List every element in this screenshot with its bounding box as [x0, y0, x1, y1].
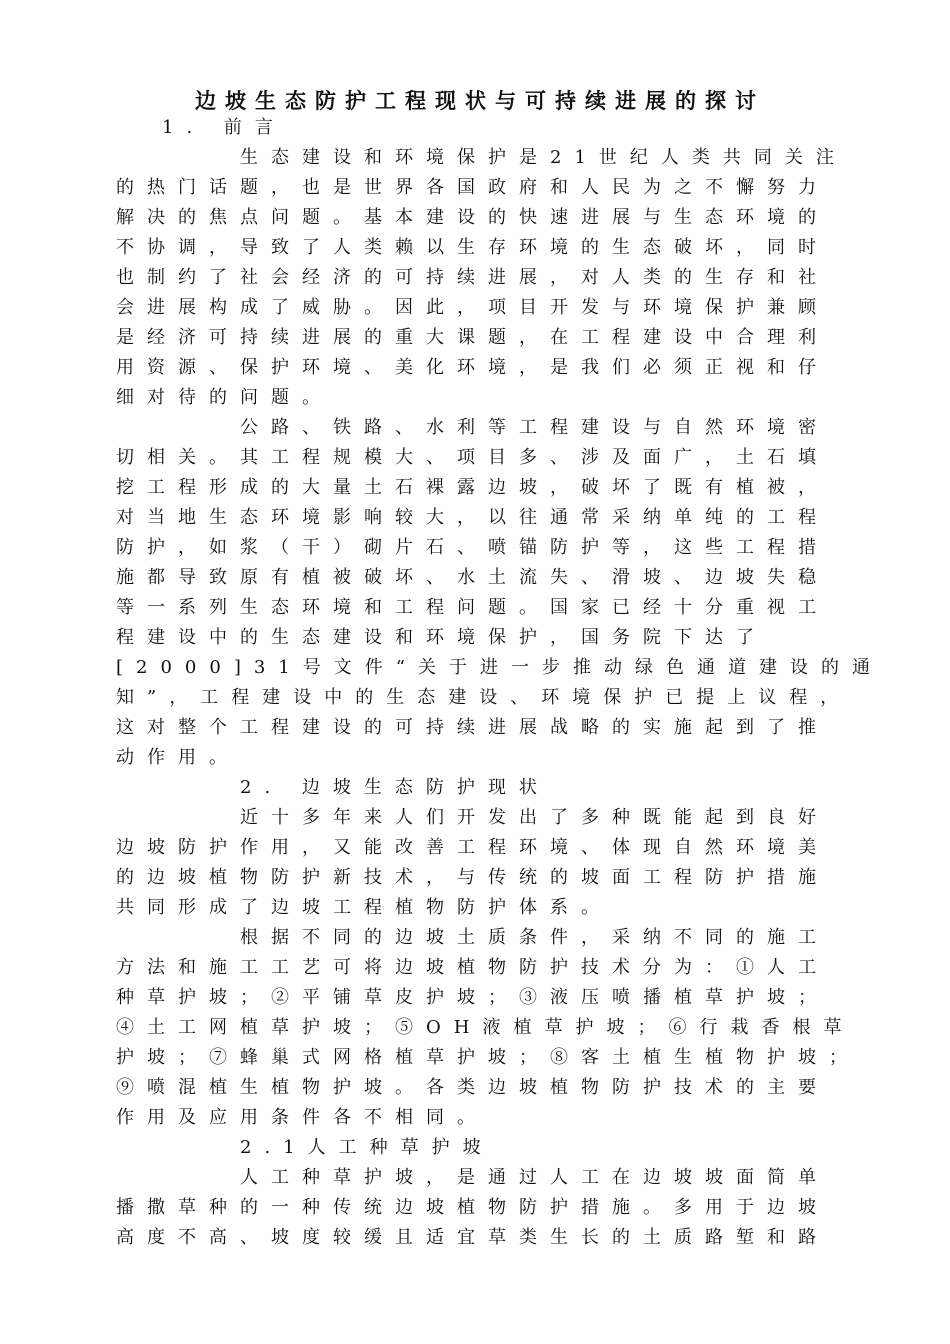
paragraph-line: 的热门话题，也是世界各国政府和人民为之不懈努力 [116, 177, 829, 198]
paragraph-line: 用资源、保护环境、美化环境，是我们必须正视和仔 [116, 357, 829, 378]
section-heading: 2.1人工种草护坡 [240, 1137, 494, 1158]
paragraph-line: 不协调，导致了人类赖以生存环境的生态破坏，同时 [116, 237, 829, 258]
paragraph-line: 高度不高、坡度较缓且适宜草类生长的土质路堑和路 [116, 1227, 829, 1248]
paragraph-line: 边坡防护作用，又能改善工程环境、体现自然环境美 [116, 837, 829, 858]
paragraph-line: 切相关。其工程规模大、项目多、涉及面广，土石填 [116, 447, 829, 468]
paragraph-first-line: 根据不同的边坡土质条件，采纳不同的施工 [240, 927, 829, 948]
paragraph-line: 作用及应用条件各不相同。 [116, 1107, 488, 1128]
paragraph-first-line: 生态建设和环境保护是21世纪人类共同关注 [240, 147, 847, 168]
paragraph-line: 播撒草种的一种传统边坡植物防护措施。多用于边坡 [116, 1197, 829, 1218]
paragraph-line: 对当地生态环境影响较大，以往通常采纳单纯的工程 [116, 507, 829, 528]
paragraph-line: 共同形成了边坡工程植物防护体系。 [116, 897, 612, 918]
paragraph-line: 动作用。 [116, 747, 240, 768]
paragraph-line: [2000]31号文件“关于进一步推动绿色通道建设的通 [116, 657, 883, 678]
paragraph-first-line: 近十多年来人们开发出了多种既能起到良好 [240, 807, 829, 828]
document-body [116, 113, 883, 1253]
paragraph-line: 会进展构成了威胁。因此，项目开发与环境保护兼顾 [116, 297, 829, 318]
paragraph-first-line: 公路、铁路、水利等工程建设与自然环境密 [240, 417, 829, 438]
paragraph-line: 知”，工程建设中的生态建设、环境保护已提上议程， [116, 687, 852, 708]
document-title: 边坡生态防护工程现状与可持续进展的探讨 [195, 88, 765, 113]
paragraph-line: 施都导致原有植被破坏、水土流失、滑坡、边坡失稳 [116, 567, 829, 588]
paragraph-first-line: 人工种草护坡，是通过人工在边坡坡面简单 [240, 1167, 829, 1188]
paragraph-line: 细对待的问题。 [116, 387, 333, 408]
paragraph-line: ⑨喷混植生植物护坡。各类边坡植物防护技术的主要 [116, 1077, 829, 1098]
paragraph-line: 种草护坡；②平铺草皮护坡；③液压喷播植草护坡； [116, 987, 829, 1008]
paragraph-line: 程建设中的生态建设和环境保护，国务院下达了 [116, 627, 767, 648]
paragraph-line: 是经济可持续进展的重大课题，在工程建设中合理利 [116, 327, 829, 348]
paragraph-line: 的边坡植物防护新技术，与传统的坡面工程防护措施 [116, 867, 829, 888]
section-heading: 2. 边坡生态防护现状 [240, 777, 550, 798]
paragraph-line: 也制约了社会经济的可持续进展，对人类的生存和社 [116, 267, 829, 288]
paragraph-line: 等一系列生态环境和工程问题。国家已经十分重视工 [116, 597, 829, 618]
paragraph-line: 挖工程形成的大量土石裸露边坡，破坏了既有植被， [116, 477, 829, 498]
paragraph-line: 这对整个工程建设的可持续进展战略的实施起到了推 [116, 717, 829, 738]
paragraph-line: 护坡；⑦蜂巢式网格植草护坡；⑧客土植生植物护坡； [116, 1047, 860, 1068]
paragraph-line: 方法和施工工艺可将边坡植物防护技术分为：①人工 [116, 957, 829, 978]
paragraph-line: 解决的焦点问题。基本建设的快速进展与生态环境的 [116, 207, 829, 228]
paragraph-line: ④土工网植草护坡；⑤OH液植草护坡；⑥行栽香根草 [116, 1017, 855, 1038]
section-heading: 1. 前言 [162, 117, 286, 138]
paragraph-line: 防护，如浆（干）砌片石、喷锚防护等，这些工程措 [116, 537, 829, 558]
